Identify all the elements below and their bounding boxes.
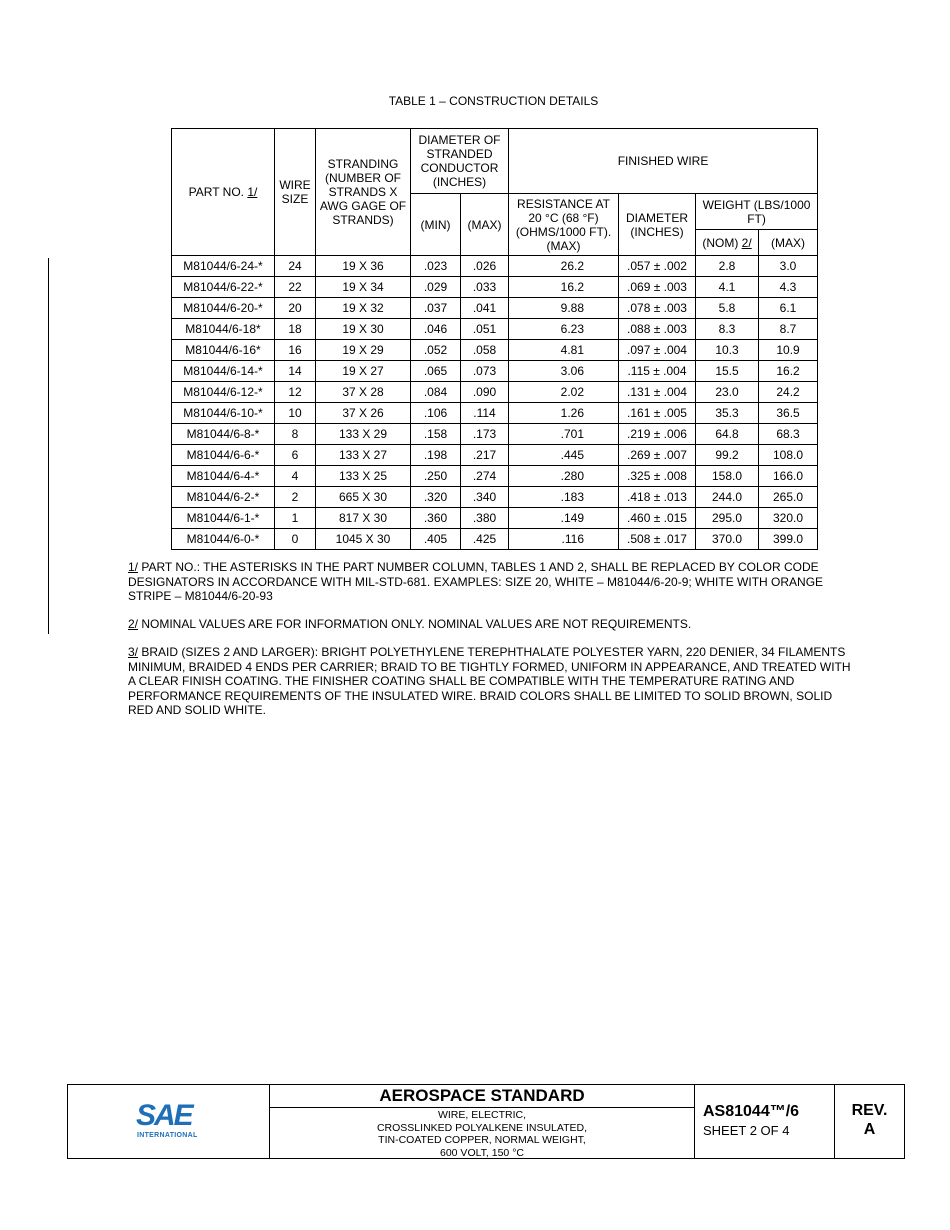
cell-part-no: M81044/6-10-* (172, 403, 275, 424)
sae-logo: SAE (136, 1099, 192, 1132)
standard-description (270, 1108, 694, 1159)
cell-weight-max: 399.0 (759, 529, 818, 550)
cell-resistance: .701 (509, 424, 619, 445)
cell-resistance: .280 (509, 466, 619, 487)
cell-resistance: 6.23 (509, 319, 619, 340)
cell-weight-max: 166.0 (759, 466, 818, 487)
cell-finished-diameter: .161 ± .005 (619, 403, 696, 424)
cell-resistance: 1.26 (509, 403, 619, 424)
cell-diameter-min: .158 (411, 424, 461, 445)
cell-weight-nom: 5.8 (696, 298, 759, 319)
cell-diameter-max: .425 (461, 529, 509, 550)
cell-finished-diameter: .325 ± .008 (619, 466, 696, 487)
cell-stranding: 19 X 32 (316, 298, 411, 319)
cell-diameter-max: .051 (461, 319, 509, 340)
cell-weight-nom: 244.0 (696, 487, 759, 508)
header-max: (MAX) (461, 194, 509, 256)
cell-diameter-min: .106 (411, 403, 461, 424)
cell-wire-size: 12 (275, 382, 316, 403)
note-1: 1/ PART NO.: THE ASTERISKS IN THE PART NUMBER COLUMN, TABLES 1 AND 2, SHALL BE REPLACED BY COLOR CODE DESIGNATORS IN ACCORDANCE WITH MIL-STD-681. EXAMPLES: SIZE 20, WHITE – M81044/6-20-9; WHITE WITH ORANGE STRIPE – M81044/6-20-93 (128, 560, 824, 603)
cell-finished-diameter: .418 ± .013 (619, 487, 696, 508)
cell-diameter-max: .026 (461, 256, 509, 277)
table-body (172, 256, 818, 550)
cell-weight-nom: 2.8 (696, 256, 759, 277)
description-line: WIRE, ELECTRIC, (437, 1109, 527, 1121)
cell-weight-max: 8.7 (759, 319, 818, 340)
cell-weight-max: 6.1 (759, 298, 818, 319)
cell-diameter-max: .033 (461, 277, 509, 298)
cell-finished-diameter: .078 ± .003 (619, 298, 696, 319)
sae-logo-subtitle: INTERNATIONAL (137, 1132, 198, 1139)
cell-diameter-max: .090 (461, 382, 509, 403)
cell-weight-max: 320.0 (759, 508, 818, 529)
header-stranding: STRANDING (NUMBER OF STRANDS X AWG GAGE OF STRANDS) (316, 129, 411, 256)
cell-stranding: 133 X 25 (316, 466, 411, 487)
cell-stranding: 817 X 30 (316, 508, 411, 529)
table-row (172, 256, 818, 277)
cell-wire-size: 10 (275, 403, 316, 424)
cell-finished-diameter: .508 ± .017 (619, 529, 696, 550)
cell-finished-diameter: .069 ± .003 (619, 277, 696, 298)
cell-resistance: 26.2 (509, 256, 619, 277)
cell-part-no: M81044/6-24-* (172, 256, 275, 277)
cell-weight-nom: 64.8 (696, 424, 759, 445)
cell-resistance: .183 (509, 487, 619, 508)
cell-weight-nom: 295.0 (696, 508, 759, 529)
header-part-no: PART NO. 1/ (172, 129, 275, 256)
cell-wire-size: 0 (275, 529, 316, 550)
cell-diameter-min: .360 (411, 508, 461, 529)
cell-resistance: .445 (509, 445, 619, 466)
cell-diameter-max: .274 (461, 466, 509, 487)
cell-part-no: M81044/6-4-* (172, 466, 275, 487)
cell-weight-nom: 35.3 (696, 403, 759, 424)
cell-part-no: M81044/6-6-* (172, 445, 275, 466)
cell-finished-diameter: .131 ± .004 (619, 382, 696, 403)
cell-diameter-max: .380 (461, 508, 509, 529)
cell-wire-size: 22 (275, 277, 316, 298)
cell-finished-diameter: .115 ± .004 (619, 361, 696, 382)
table-row (172, 424, 818, 445)
cell-weight-max: 10.9 (759, 340, 818, 361)
title-cell (270, 1085, 695, 1158)
cell-stranding: 19 X 29 (316, 340, 411, 361)
cell-weight-nom: 15.5 (696, 361, 759, 382)
cell-finished-diameter: .097 ± .004 (619, 340, 696, 361)
cell-stranding: 37 X 28 (316, 382, 411, 403)
sheet-number: SHEET 2 OF 4 (703, 1123, 790, 1138)
cell-part-no: M81044/6-0-* (172, 529, 275, 550)
cell-diameter-min: .065 (411, 361, 461, 382)
cell-diameter-min: .320 (411, 487, 461, 508)
cell-weight-nom: 8.3 (696, 319, 759, 340)
cell-wire-size: 6 (275, 445, 316, 466)
header-weight-max: (MAX) (759, 230, 818, 256)
table-row (172, 487, 818, 508)
cell-stranding: 19 X 27 (316, 361, 411, 382)
table-row (172, 340, 818, 361)
cell-stranding: 133 X 27 (316, 445, 411, 466)
table-row (172, 277, 818, 298)
cell-weight-nom: 158.0 (696, 466, 759, 487)
table-row (172, 382, 818, 403)
cell-wire-size: 14 (275, 361, 316, 382)
table-row (172, 319, 818, 340)
cell-weight-max: 16.2 (759, 361, 818, 382)
cell-finished-diameter: .269 ± .007 (619, 445, 696, 466)
table-title: TABLE 1 – CONSTRUCTION DETAILS (388, 94, 599, 108)
cell-stranding: 665 X 30 (316, 487, 411, 508)
cell-resistance: 3.06 (509, 361, 619, 382)
cell-stranding: 133 X 29 (316, 424, 411, 445)
cell-part-no: M81044/6-20-* (172, 298, 275, 319)
cell-diameter-min: .198 (411, 445, 461, 466)
description-line: TIN-COATED COPPER, NORMAL WEIGHT, (378, 1134, 586, 1146)
cell-weight-nom: 4.1 (696, 277, 759, 298)
cell-wire-size: 4 (275, 466, 316, 487)
cell-finished-diameter: .460 ± .015 (619, 508, 696, 529)
cell-weight-nom: 23.0 (696, 382, 759, 403)
header-diameter-conductor: DIAMETER OF STRANDED CONDUCTOR (INCHES) (411, 129, 509, 194)
cell-diameter-max: .073 (461, 361, 509, 382)
cell-diameter-max: .041 (461, 298, 509, 319)
cell-diameter-max: .058 (461, 340, 509, 361)
cell-wire-size: 16 (275, 340, 316, 361)
construction-details-table (171, 128, 818, 550)
cell-part-no: M81044/6-1-* (172, 508, 275, 529)
cell-weight-max: 108.0 (759, 445, 818, 466)
cell-weight-max: 3.0 (759, 256, 818, 277)
cell-diameter-min: .250 (411, 466, 461, 487)
header-min: (MIN) (411, 194, 461, 256)
cell-weight-nom: 99.2 (696, 445, 759, 466)
title-block (67, 1084, 905, 1159)
cell-part-no: M81044/6-16* (172, 340, 275, 361)
cell-diameter-max: .340 (461, 487, 509, 508)
cell-part-no: M81044/6-8-* (172, 424, 275, 445)
cell-resistance: 2.02 (509, 382, 619, 403)
cell-diameter-min: .052 (411, 340, 461, 361)
header-wire-size: WIRE SIZE (275, 129, 316, 256)
rev-value: A (863, 1121, 876, 1138)
description-line: CROSSLINKED POLYALKENE INSULATED, (376, 1121, 588, 1134)
cell-diameter-min: .037 (411, 298, 461, 319)
cell-diameter-min: .023 (411, 256, 461, 277)
table-row (172, 529, 818, 550)
table-row (172, 403, 818, 424)
header-finished-wire: FINISHED WIRE (509, 129, 818, 194)
cell-resistance: 4.81 (509, 340, 619, 361)
cell-weight-max: 36.5 (759, 403, 818, 424)
cell-weight-max: 265.0 (759, 487, 818, 508)
table-row (172, 361, 818, 382)
cell-wire-size: 1 (275, 508, 316, 529)
cell-diameter-max: .114 (461, 403, 509, 424)
cell-weight-max: 68.3 (759, 424, 818, 445)
cell-finished-diameter: .088 ± .003 (619, 319, 696, 340)
cell-weight-nom: 10.3 (696, 340, 759, 361)
cell-wire-size: 8 (275, 424, 316, 445)
cell-part-no: M81044/6-14-* (172, 361, 275, 382)
standard-heading: AEROSPACE STANDARD (270, 1085, 694, 1108)
cell-diameter-max: .173 (461, 424, 509, 445)
cell-part-no: M81044/6-18* (172, 319, 275, 340)
revision-label (835, 1085, 904, 1139)
rev-label-text: REV. (851, 1102, 888, 1119)
cell-stranding: 19 X 34 (316, 277, 411, 298)
cell-diameter-min: .029 (411, 277, 461, 298)
cell-resistance: .116 (509, 529, 619, 550)
cell-weight-max: 24.2 (759, 382, 818, 403)
cell-part-no: M81044/6-22-* (172, 277, 275, 298)
cell-stranding: 19 X 36 (316, 256, 411, 277)
description-line: 600 VOLT, 150 °C (440, 1146, 524, 1159)
revision-change-bar (48, 258, 49, 634)
cell-wire-size: 24 (275, 256, 316, 277)
table-row (172, 445, 818, 466)
note-2: 2/ NOMINAL VALUES ARE FOR INFORMATION ONLY. NOMINAL VALUES ARE NOT REQUIREMENTS. (128, 617, 692, 631)
cell-finished-diameter: .219 ± .006 (619, 424, 696, 445)
cell-diameter-min: .084 (411, 382, 461, 403)
logo-cell (68, 1085, 270, 1158)
note-3: 3/ BRAID (SIZES 2 AND LARGER): BRIGHT POLYETHYLENE TEREPHTHALATE POLYESTER YARN, 220 DENIER, 34 FILAMENTS MINIMUM, BRAIDED 4 ENDS PER CARRIER; BRAID TO BE TIGHTLY FORMED, UNIFORM IN APPEARANCE, AND TREATED WITH A CLEAR FINISH COATING. THE FINISHER COATING SHALL BE COMPATIBLE WITH THE TEMPERATURE RATING AND PERFORMANCE REQUIREMENTS OF THE INSULATED WIRE. BRAID COLORS SHALL BE LIMITED TO SOLID BROWN, SOLID RED AND SOLID WHITE. (128, 645, 851, 717)
document-number: AS81044™/6 (703, 1103, 800, 1120)
cell-stranding: 19 X 30 (316, 319, 411, 340)
cell-wire-size: 2 (275, 487, 316, 508)
cell-wire-size: 18 (275, 319, 316, 340)
revision-cell (835, 1085, 904, 1158)
cell-part-no: M81044/6-12-* (172, 382, 275, 403)
cell-finished-diameter: .057 ± .002 (619, 256, 696, 277)
cell-part-no: M81044/6-2-* (172, 487, 275, 508)
cell-stranding: 37 X 26 (316, 403, 411, 424)
table-row (172, 298, 818, 319)
header-diameter: DIAMETER (INCHES) (619, 194, 696, 256)
cell-resistance: 9.88 (509, 298, 619, 319)
table-row (172, 466, 818, 487)
cell-weight-max: 4.3 (759, 277, 818, 298)
cell-stranding: 1045 X 30 (316, 529, 411, 550)
cell-resistance: .149 (509, 508, 619, 529)
cell-diameter-max: .217 (461, 445, 509, 466)
cell-resistance: 16.2 (509, 277, 619, 298)
header-weight: WEIGHT (LBS/1000 FT) (696, 194, 818, 230)
cell-weight-nom: 370.0 (696, 529, 759, 550)
table-row (172, 508, 818, 529)
header-resistance: RESISTANCE AT 20 °C (68 °F) (OHMS/1000 FT). (MAX) (509, 194, 619, 256)
cell-wire-size: 20 (275, 298, 316, 319)
cell-diameter-min: .405 (411, 529, 461, 550)
header-weight-nom: (NOM) 2/ (696, 230, 759, 256)
cell-diameter-min: .046 (411, 319, 461, 340)
document-cell (695, 1085, 835, 1158)
